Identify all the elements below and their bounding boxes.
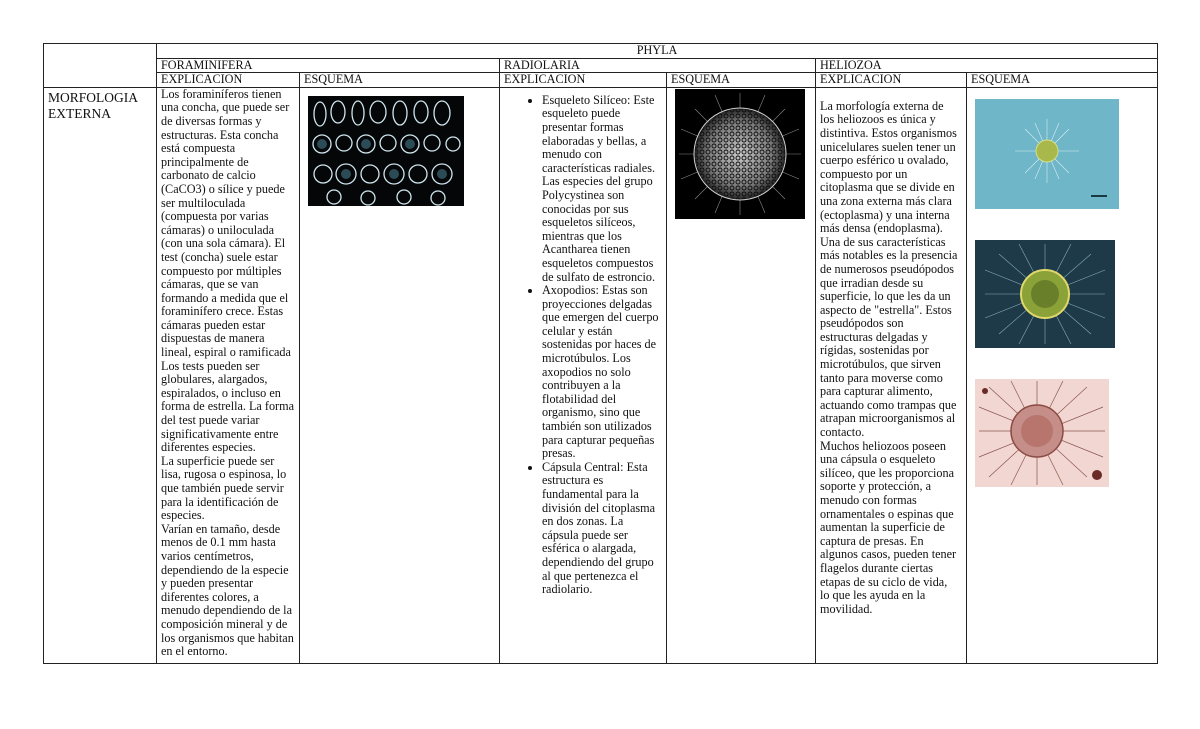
list-item: • Esqueleto Silíceo: Este esqueleto puede presentar formas elaboradas y bellas, a menudo con características radiales. Las especies del grupo Polycystinea son conocidas por sus esqueletos silíceos, mientras que los Acantharea tienen esqueletos compuestos de sulfato de estroncio. bbox=[542, 94, 662, 284]
radiolaria-list bbox=[504, 94, 662, 597]
heliozoa-esquema-cell bbox=[967, 87, 1158, 663]
group-header-radiolaria: RADIOLARIA bbox=[500, 58, 816, 73]
list-item: • Axopodios: Estas son proyecciones delgadas que emergen del cuerpo celular y están sostenidas por haces de microtúbulos. Los axopodios no solo contribuyen a la flotabilidad del organismo, sino que también son utilizados para capturar pequeñas presas. bbox=[542, 284, 662, 461]
subheader-explicacion: EXPLICACION bbox=[816, 73, 967, 88]
heliozoa-image-1 bbox=[975, 99, 1119, 209]
heliozoa-image-3 bbox=[975, 379, 1109, 487]
corner-cell bbox=[44, 44, 157, 88]
group-header-foraminifera: FORAMINIFERA bbox=[157, 58, 500, 73]
list-item: • Cápsula Central: Esta estructura es fundamental para la división del citoplasma en dos zonas. La cápsula puede ser esférica o alargada, dependiendo del grupo al que pertenezca el radiolario. bbox=[542, 461, 662, 597]
group-header-heliozoa: HELIOZOA bbox=[816, 58, 1158, 73]
subheader-esquema: ESQUEMA bbox=[300, 73, 500, 88]
phyla-table bbox=[43, 43, 1158, 664]
phyla-header: PHYLA bbox=[157, 44, 1158, 59]
subheader-esquema: ESQUEMA bbox=[967, 73, 1158, 88]
row-label-morfologia-externa: MORFOLOGIA EXTERNA bbox=[44, 87, 157, 663]
foraminifera-explanation: Los foraminíferos tienen una concha, que puede ser de diversas formas y estructuras. Esta concha está compuesta principalmente de carbonato de calcio (CaCO3) o sílice y puede ser multiloculada (compuesta por varias cámaras) o uniloculada (con una sola cámara). El test (concha) suele estar compuesto por múltiples cámaras, que se van formando a medida que el foraminífero crece. Estas cámaras pueden estar dispuestas de manera lineal, espiral o ramificada Los tests pueden ser globulares, alargados, espiralados, o incluso en forma de estrella. La forma del test puede variar significativamente entre diferentes especies. La superficie puede ser lisa, rugosa o espinosa, lo que también puede servir para la identificación de especies. Varían en tamaño, desde menos de 0.1 mm hasta varios centímetros, dependiendo de la especie y pueden presentar diferentes colores, a menudo dependiendo de la composición mineral y de los organismos que habitan en el entorno. bbox=[157, 87, 300, 663]
radiolaria-image bbox=[675, 89, 805, 219]
heliozoa-image-2 bbox=[975, 240, 1115, 348]
subheader-explicacion: EXPLICACION bbox=[157, 73, 300, 88]
foraminifera-image bbox=[308, 96, 464, 206]
subheader-explicacion: EXPLICACION bbox=[500, 73, 667, 88]
radiolaria-explanation bbox=[500, 87, 667, 663]
radiolaria-esquema-cell bbox=[667, 87, 816, 663]
foraminifera-esquema-cell bbox=[300, 87, 500, 663]
heliozoa-explanation: La morfología externa de los heliozoos es única y distintiva. Estos organismos unicelulares suelen tener un cuerpo esférico u ovalado, compuesto por un citoplasma que se divide en una zona externa más clara (ectoplasma) y una interna más densa (endoplasma). Una de sus características más notables es la presencia de numerosos pseudópodos que irradian desde su superficie, lo que les da un aspecto de "estrella". Estos pseudópodos son estructuras delgadas y rígidas, sostenidas por microtúbulos, que sirven tanto para moverse como para capturar alimento, actuando como trampas que atrapan microorganismos al contacto. Muchos heliozoos poseen una cápsula o esqueleto silíceo, que les proporciona soporte y protección, a menudo con formas ornamentales o espinas que aumentan la superficie de captura de presas. En algunos casos, pueden tener flagelos durante ciertas etapas de su ciclo de vida, lo que les ayuda en la movilidad. bbox=[816, 87, 967, 663]
subheader-esquema: ESQUEMA bbox=[667, 73, 816, 88]
